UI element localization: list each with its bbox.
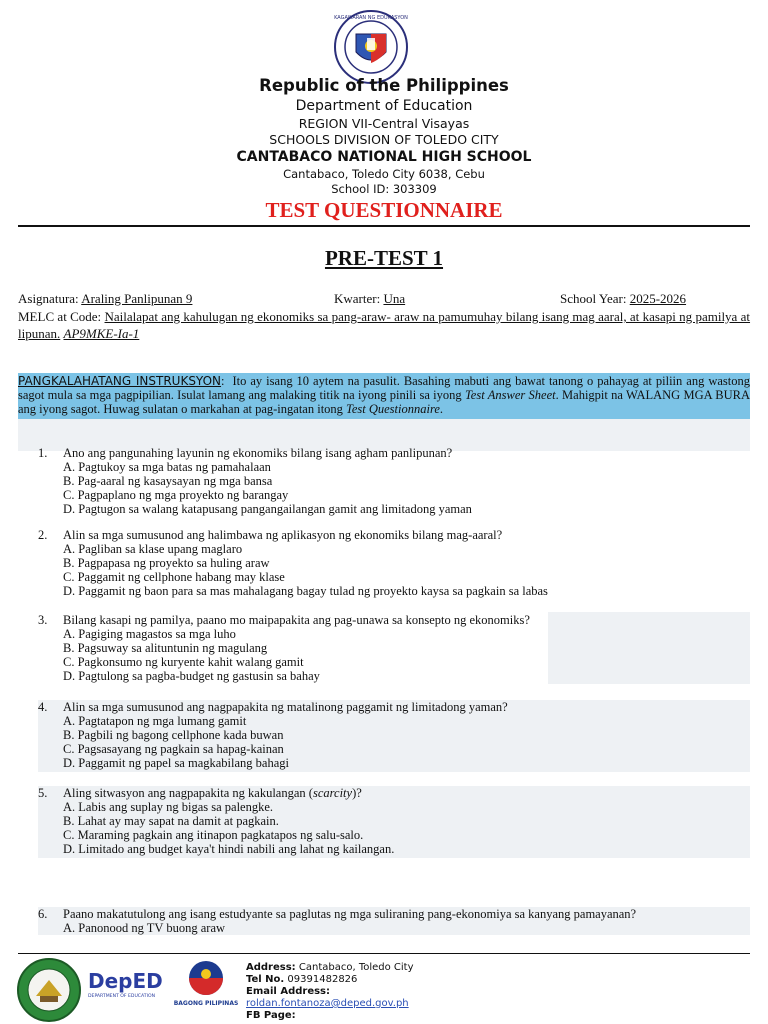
question-item bbox=[38, 613, 750, 683]
question-stem: Paano makatutulong ang isang estudyante sa paglutas ng mga suliraning pang-ekonomiya sa kanyang pamayanan? bbox=[63, 907, 637, 921]
melc-text: Nailalapat ang kahulugan ng ekonomiks sa pang-araw- araw na pamumuhay bilang isang mag aaral, at kasapi ng pamilya at lipunan. bbox=[18, 309, 751, 341]
question-item bbox=[38, 907, 750, 935]
address-value: Cantabaco, Toledo City bbox=[298, 962, 414, 973]
answer-option: C. Maraming pagkain ang itinapon pagkatapos ng salu-salo. bbox=[63, 828, 364, 842]
question-number: 5. bbox=[38, 786, 48, 800]
answer-option: C. Pagsasayang ng pagkain sa hapag-kainan bbox=[63, 742, 284, 756]
answer-sheet-term: Test Answer Sheet bbox=[464, 388, 556, 402]
email-label: Email Address: bbox=[246, 986, 331, 997]
question-number: 6. bbox=[38, 907, 48, 921]
instructions-text-3: . bbox=[439, 402, 444, 416]
answer-option: B. Pagbili ng bagong cellphone kada buwan bbox=[63, 728, 284, 742]
melc-code: AP9MKE-Ia-1 bbox=[63, 326, 140, 341]
school-year-value: 2025-2026 bbox=[629, 291, 687, 306]
answer-option: C. Paggamit ng cellphone habang may klase bbox=[63, 570, 285, 584]
quarter-value: Una bbox=[383, 291, 406, 306]
question-stem bbox=[63, 786, 362, 800]
answer-option: A. Pagtatapon ng mga lumang gamit bbox=[63, 714, 247, 728]
tel-label: Tel No. bbox=[246, 974, 285, 985]
answer-option: A. Labis ang suplay ng bigas sa palengke. bbox=[63, 800, 274, 814]
answer-option: D. Paggamit ng baon para sa mas mahalagang bagay tulad ng proyekto kaysa sa pagkain sa labas bbox=[63, 584, 548, 598]
question-item bbox=[38, 528, 750, 598]
question-stem: Bilang kasapi ng pamilya, paano mo maipapakita ang pag-unawa sa konsepto ng ekonomiks? bbox=[63, 613, 530, 627]
answer-option: A. Pagtukoy sa mga batas ng pamahalaan bbox=[63, 460, 271, 474]
subject-value: Araling Panlipunan 9 bbox=[81, 291, 193, 306]
answer-option: D. Limitado ang budget kaya't hindi nabili ang lahat ng kailangan. bbox=[63, 842, 395, 856]
email-link[interactable]: roldan.fontanoza@deped.gov.ph bbox=[246, 998, 409, 1009]
question-item bbox=[38, 700, 750, 770]
region-heading: REGION VII-Central Visayas bbox=[298, 116, 470, 131]
footer-contact-block bbox=[246, 962, 414, 1022]
quarter-label: Kwarter: bbox=[334, 291, 381, 306]
answer-option: A. Panonood ng TV buong araw bbox=[63, 921, 226, 935]
questionnaire-term: Test Questionnaire bbox=[346, 402, 440, 416]
question-number: 1. bbox=[38, 446, 48, 460]
address-label: Address: bbox=[246, 962, 296, 973]
document-type-title: TEST QUESTIONNAIRE bbox=[265, 198, 503, 222]
deped-wordmark: DepED bbox=[88, 969, 163, 993]
school-year-field bbox=[560, 291, 686, 307]
school-year-label: School Year: bbox=[560, 291, 627, 306]
deped-subtext: DEPARTMENT OF EDUCATION bbox=[88, 994, 156, 999]
answer-option: C. Pagpaplano ng mga proyekto ng barangay bbox=[63, 488, 289, 502]
question-number: 4. bbox=[38, 700, 48, 714]
answer-option: D. Pagtugon sa walang katapusang pangangailangan gamit ang limitadong yaman bbox=[63, 502, 472, 516]
header-divider bbox=[18, 225, 750, 227]
melc-statement bbox=[18, 308, 750, 342]
question-item bbox=[38, 446, 750, 516]
answer-option: B. Pagpapasa ng proyekto sa huling araw bbox=[63, 556, 270, 570]
deped-seal-logo bbox=[334, 10, 408, 84]
subject-label: Asignatura: bbox=[18, 291, 79, 306]
question-stem-text: )? bbox=[352, 786, 362, 800]
school-name: CANTABACO NATIONAL HIGH SCHOOL bbox=[236, 149, 532, 165]
subject-field bbox=[18, 291, 192, 307]
question-stem-text: Aling sitwasyon ang nagpapakita ng kakulangan ( bbox=[63, 786, 313, 800]
fb-page-label: FB Page: bbox=[246, 1010, 296, 1021]
general-instructions: PANGKALAHATANG INSTRUKSYON: Ito ay isang 10 aytem na pasulit. Basahing mabuti ang bawat tanong o pahayag at piliin ang wastong sagot mula sa mga pagpipilian. Isulat lamang ang malaking titik na iyong pinili sa iyong Test Answer Sheet. Mahigpit na WALANG MGA BURA ang iyong sagot. Huwag sulatan o markahan at pag-ingatan itong Test Questionnaire. bbox=[18, 374, 751, 416]
footer-divider bbox=[18, 953, 750, 954]
instructions-label: PANGKALAHATANG INSTRUKSYON bbox=[18, 374, 222, 388]
question-number: 2. bbox=[38, 528, 48, 542]
answer-option: B. Lahat ay may sapat na damit at pagkain. bbox=[63, 814, 279, 828]
question-item bbox=[38, 786, 750, 856]
answer-option: A. Pagiging magastos sa mga luho bbox=[63, 627, 236, 641]
republic-heading: Republic of the Philippines bbox=[259, 76, 509, 95]
school-id: School ID: 303309 bbox=[331, 182, 437, 196]
answer-option: A. Pagliban sa klase upang maglaro bbox=[63, 542, 243, 556]
quarter-field bbox=[334, 291, 405, 307]
deped-logo bbox=[88, 966, 166, 1000]
svg-text:KAGAWARAN NG EDUKASYON: KAGAWARAN NG EDUKASYON bbox=[334, 15, 408, 21]
scarcity-term: scarcity bbox=[312, 786, 353, 800]
answer-option: C. Pagkonsumo ng kuryente kahit walang gamit bbox=[63, 655, 304, 669]
question-stem: Alin sa mga sumusunod ang halimbawa ng aplikasyon ng ekonomiks bilang mag-aaral? bbox=[63, 528, 503, 542]
bagong-pilipinas-wordmark: BAGONG PILIPINAS bbox=[173, 1000, 239, 1007]
division-heading: SCHOOLS DIVISION OF TOLEDO CITY bbox=[269, 132, 499, 147]
answer-option: B. Pagsuway sa alituntunin ng magulang bbox=[63, 641, 268, 655]
school-seal-logo bbox=[14, 956, 84, 1022]
instructions-text-2: . Mahigpit na WALANG MGA BURA ang iyong sagot. Huwag sulatan o markahan at pag-ingatan itong bbox=[18, 388, 751, 416]
tel-value: 09391482826 bbox=[287, 974, 358, 985]
answer-option: D. Paggamit ng papel sa magkabilang bahagi bbox=[63, 756, 289, 770]
department-heading: Department of Education bbox=[295, 98, 473, 114]
melc-label: MELC at Code: bbox=[18, 309, 102, 324]
question-number: 3. bbox=[38, 613, 48, 627]
bagong-pilipinas-logo bbox=[172, 958, 240, 1008]
question-stem: Alin sa mga sumusunod ang nagpapakita ng matalinong paggamit ng limitadong yaman? bbox=[63, 700, 508, 714]
school-address: Cantabaco, Toledo City 6038, Cebu bbox=[283, 167, 485, 181]
answer-option: B. Pag-aaral ng kasaysayan ng mga bansa bbox=[63, 474, 273, 488]
page-title: PRE-TEST 1 bbox=[324, 246, 444, 270]
answer-option: D. Pagtulong sa pagba-budget ng gastusin sa bahay bbox=[63, 669, 320, 683]
instructions-text-1: Ito ay isang 10 aytem na pasulit. Basahing mabuti ang bawat tanong o pahayag at piliin ang wastong sagot mula sa mga pagpipilian. Isulat lamang ang malaking titik na iyong pinili sa iyong bbox=[18, 374, 750, 402]
question-stem: Ano ang pangunahing layunin ng ekonomiks bilang isang agham panlipunan? bbox=[63, 446, 453, 460]
